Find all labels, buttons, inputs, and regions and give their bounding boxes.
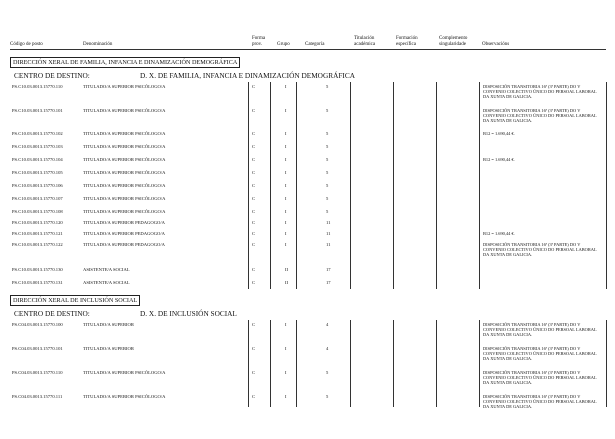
observacions: DISPOSICIÓN TRANSITORIA 16ª (3ª PARTE) DO V CONVENIO COLECTIVO ÚNICO DO PERSOAL LABORAL DA XUNTA DE GALICIA. xyxy=(483,346,597,362)
column-divider xyxy=(350,320,351,407)
categoria: 11 xyxy=(326,220,331,225)
section-title-familia: DIRECCIÓN XERAL DE FAMILIA, INFANCIA E DINAMIZACIÓN DEMOGRÁFICA xyxy=(10,57,240,68)
categoria: 17 xyxy=(326,280,331,285)
denominacion: TITULADO/A SUPERIOR PSICÓLOGO/A xyxy=(83,84,166,89)
codigo-posto: PS.C10.03.0013.15770.122 xyxy=(12,242,63,247)
column-divider xyxy=(270,320,271,407)
codigo-posto: PS.C10.03.0013.15770.103 xyxy=(12,144,63,149)
categoria: 5 xyxy=(326,209,329,214)
column-divider xyxy=(248,82,249,289)
observacions: B12 = 1.690,44 €. xyxy=(483,231,515,236)
denominacion: TITULADO/A SUPERIOR PSICÓLOGO/A xyxy=(83,157,166,162)
forma-provision: C xyxy=(252,346,256,351)
codigo-posto: PS.C10.03.0013.15770.120 xyxy=(12,220,63,225)
categoria: 17 xyxy=(326,267,331,272)
categoria: 5 xyxy=(326,394,329,399)
denominacion: TITULADO/A SUPERIOR PSICÓLOGO/A xyxy=(83,394,166,399)
column-divider xyxy=(393,320,394,407)
column-divider xyxy=(606,320,607,407)
codigo-posto: PS.C10.03.0013.15770.102 xyxy=(12,131,63,136)
categoria: 4 xyxy=(326,346,329,351)
header-grupo: Grupo xyxy=(277,42,290,47)
grupo: I xyxy=(285,209,287,214)
observacions: DISPOSICIÓN TRANSITORIA 16ª (3ª PARTE) DO V CONVENIO COLECTIVO ÚNICO DO PERSOAL LABORAL DA XUNTA DE GALICIA. xyxy=(483,108,597,124)
header-titulacion: Titulación académica xyxy=(354,36,376,47)
grupo: I xyxy=(285,242,287,247)
column-divider xyxy=(436,82,437,289)
codigo-posto: PS.C10.03.0013.15770.104 xyxy=(12,157,63,162)
header-formacion: Formación específica xyxy=(396,36,418,47)
forma-provision: C xyxy=(252,267,256,272)
categoria: 5 xyxy=(326,183,329,188)
centro-name-familia: D. X. DE FAMILIA, INFANCIA E DINAMIZACIÓN DEMOGRÁFICA xyxy=(140,71,355,80)
header-codigo: Código de posto xyxy=(10,42,43,47)
observacions: B12 = 1.690,44 €. xyxy=(483,157,515,162)
forma-provision: C xyxy=(252,108,256,113)
column-divider xyxy=(248,320,249,407)
column-divider xyxy=(479,82,480,289)
forma-provision: C xyxy=(252,170,256,175)
grupo: I xyxy=(285,231,287,236)
categoria: 5 xyxy=(326,370,329,375)
grupo: I xyxy=(285,394,287,399)
header-forma-prov: Forma prov. xyxy=(252,36,266,47)
centro-name-inclusion: D. X. DE INCLUSIÓN SOCIAL xyxy=(140,309,237,318)
observacions: DISPOSICIÓN TRANSITORIA 16ª (3ª PARTE) DO V CONVENIO COLECTIVO ÚNICO DO PERSOAL LABORAL DA XUNTA DE GALICIA. xyxy=(483,322,597,338)
categoria: 4 xyxy=(326,322,329,327)
forma-provision: C xyxy=(252,242,256,247)
forma-provision: C xyxy=(252,370,256,375)
categoria: 5 xyxy=(326,157,329,162)
denominacion: TITULADO/A SUPERIOR PSICÓLOGO/A xyxy=(83,144,166,149)
codigo-posto: PS.C10.03.0013.15770.105 xyxy=(12,170,63,175)
denominacion: TITULADO/A SUPERIOR xyxy=(83,346,134,351)
header-rule xyxy=(10,49,606,50)
grupo: I xyxy=(285,131,287,136)
header-categoria: Categoría xyxy=(305,42,325,47)
forma-provision: C xyxy=(252,157,256,162)
observacions: DISPOSICIÓN TRANSITORIA 16ª (3ª PARTE) DO V CONVENIO COLECTIVO ÚNICO DO PERSOAL LABORAL DA XUNTA DE GALICIA. xyxy=(483,84,597,100)
denominacion: TITULADO/A SUPERIOR PSICÓLOGO/A xyxy=(83,170,166,175)
denominacion: TITULADO/A SUPERIOR xyxy=(83,322,134,327)
grupo: I xyxy=(285,108,287,113)
categoria: 5 xyxy=(326,108,329,113)
observacions: B12 = 1.690,44 €. xyxy=(483,131,515,136)
categoria: 11 xyxy=(326,242,331,247)
denominacion: TITULADO/A SUPERIOR PSICÓLOGO/A xyxy=(83,131,166,136)
column-divider xyxy=(606,82,607,289)
grupo: I xyxy=(285,170,287,175)
grupo: I xyxy=(285,144,287,149)
column-divider xyxy=(350,82,351,289)
column-divider xyxy=(296,320,297,407)
denominacion: TITULADO/A SUPERIOR PSICÓLOGO/A xyxy=(83,370,166,375)
denominacion: TITULADO/A SUPERIOR PEDAGOGO/A xyxy=(83,220,165,225)
forma-provision: C xyxy=(252,144,256,149)
categoria: 5 xyxy=(326,131,329,136)
grupo: I xyxy=(285,322,287,327)
grupo: II xyxy=(285,267,289,272)
codigo-posto: PS.C10.03.0013.15770.106 xyxy=(12,183,63,188)
column-divider xyxy=(270,82,271,289)
grupo: II xyxy=(285,280,289,285)
forma-provision: C xyxy=(252,322,256,327)
codigo-posto: PS.C04.03.0013.15770.100 xyxy=(12,322,63,327)
forma-provision: C xyxy=(252,131,256,136)
forma-provision: C xyxy=(252,183,256,188)
denominacion: TITULADO/A SUPERIOR PSICÓLOGO/A xyxy=(83,183,166,188)
categoria: 5 xyxy=(326,170,329,175)
forma-provision: C xyxy=(252,209,256,214)
codigo-posto: PS.C04.03.0013.15770.111 xyxy=(12,394,63,399)
grupo: I xyxy=(285,183,287,188)
codigo-posto: PS.C10.03.0013.15770.110 xyxy=(12,84,63,89)
grupo: I xyxy=(285,370,287,375)
column-divider xyxy=(296,82,297,289)
header-complemento: Complemento singularidade xyxy=(439,36,468,47)
section-title-inclusion: DIRECCIÓN XERAL DE INCLUSIÓN SOCIAL xyxy=(10,295,140,306)
codigo-posto: PS.C10.03.0013.15770.107 xyxy=(12,196,63,201)
forma-provision: C xyxy=(252,220,256,225)
codigo-posto: PS.C10.03.0013.15770.101 xyxy=(12,108,63,113)
categoria: 11 xyxy=(326,231,331,236)
denominacion: TITULADO/A SUPERIOR PEDAGOGO/A xyxy=(83,242,165,247)
codigo-posto: PS.C10.03.0013.15770.108 xyxy=(12,209,63,214)
codigo-posto: PS.C04.03.0013.15770.110 xyxy=(12,370,63,375)
column-divider xyxy=(436,320,437,407)
grupo: I xyxy=(285,196,287,201)
denominacion: ASISTENTE/A SOCIAL xyxy=(83,267,130,272)
centro-label-inclusion: CENTRO DE DESTINO: xyxy=(14,309,90,318)
grupo: I xyxy=(285,346,287,351)
observacions: DISPOSICIÓN TRANSITORIA 16ª (3ª PARTE) DO V CONVENIO COLECTIVO ÚNICO DO PERSOAL LABORAL DA XUNTA DE GALICIA. xyxy=(483,242,597,258)
observacions: DISPOSICIÓN TRANSITORIA 16ª (3ª PARTE) DO V CONVENIO COLECTIVO ÚNICO DO PERSOAL LABORAL DA XUNTA DE GALICIA. xyxy=(483,394,597,410)
categoria: 5 xyxy=(326,144,329,149)
denominacion: TITULADO/A SUPERIOR PEDAGOGO/A xyxy=(83,231,165,236)
forma-provision: C xyxy=(252,231,256,236)
denominacion: TITULADO/A SUPERIOR PSICÓLOGO/A xyxy=(83,209,166,214)
centro-label-familia: CENTRO DE DESTINO: xyxy=(14,71,90,80)
forma-provision: C xyxy=(252,280,256,285)
denominacion: TITULADO/A SUPERIOR PSICÓLOGO/A xyxy=(83,108,166,113)
categoria: 5 xyxy=(326,84,329,89)
grupo: I xyxy=(285,220,287,225)
denominacion: ASISTENTE/A SOCIAL xyxy=(83,280,130,285)
header-denominacion: Denominación xyxy=(83,42,113,47)
grupo: I xyxy=(285,157,287,162)
denominacion: TITULADO/A SUPERIOR PSICÓLOGO/A xyxy=(83,196,166,201)
forma-provision: C xyxy=(252,84,256,89)
codigo-posto: PS.C10.03.0013.15770.130 xyxy=(12,267,63,272)
observacions: DISPOSICIÓN TRANSITORIA 16ª (3ª PARTE) DO V CONVENIO COLECTIVO ÚNICO DO PERSOAL LABORAL DA XUNTA DE GALICIA. xyxy=(483,370,597,386)
column-divider xyxy=(479,320,480,407)
categoria: 5 xyxy=(326,196,329,201)
codigo-posto: PS.C10.03.0013.15770.121 xyxy=(12,231,63,236)
forma-provision: C xyxy=(252,196,256,201)
column-divider xyxy=(393,82,394,289)
codigo-posto: PS.C10.03.0013.15770.131 xyxy=(12,280,63,285)
forma-provision: C xyxy=(252,394,256,399)
grupo: I xyxy=(285,84,287,89)
codigo-posto: PS.C04.03.0013.15770.101 xyxy=(12,346,63,351)
header-observacions: Observacións xyxy=(482,42,510,47)
